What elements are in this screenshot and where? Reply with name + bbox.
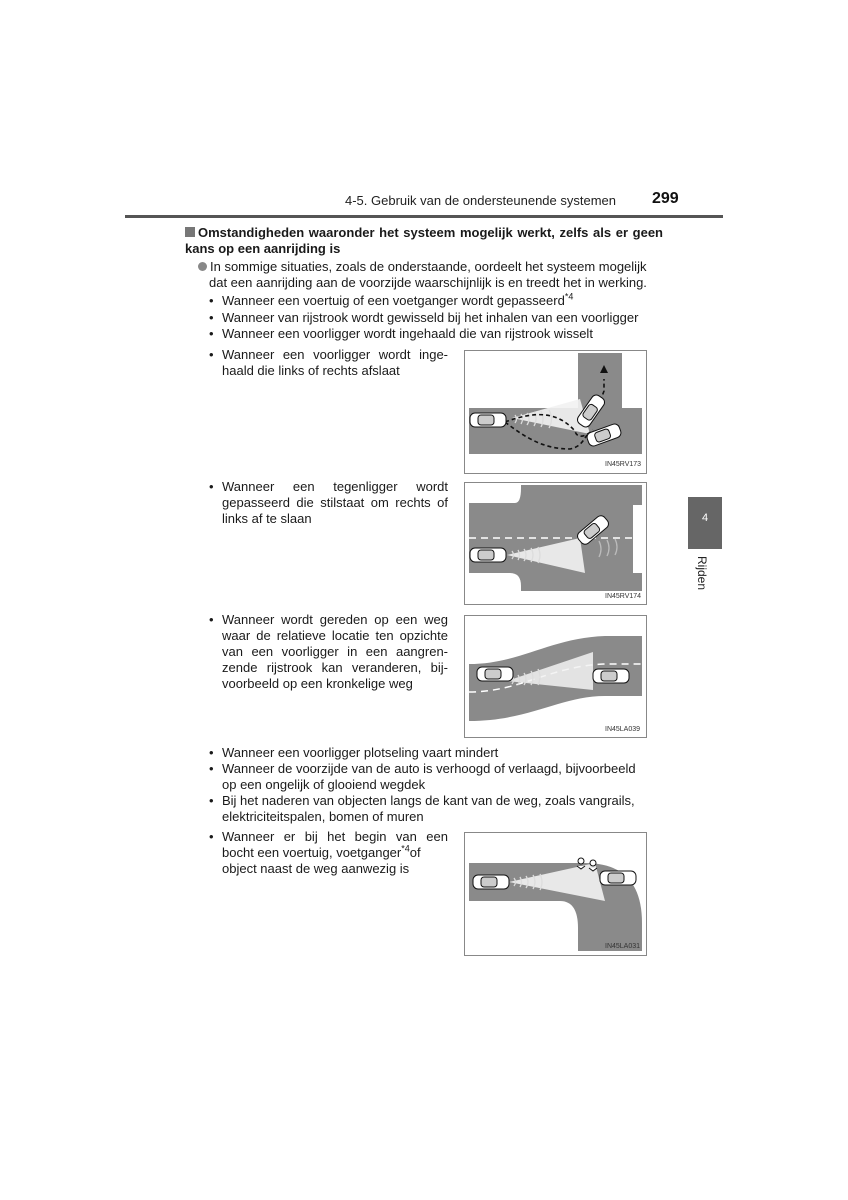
adjacent-car: [593, 669, 629, 683]
figure-curve-start: [464, 832, 647, 956]
own-car: [477, 667, 513, 681]
figure-turning-vehicle: [464, 350, 647, 474]
section-heading: Omstandigheden waaronder het systeem mogelijk werkt, zelfs als er geen kans op een aanrijding is: [185, 225, 663, 256]
figure-code: IN45LA031: [605, 943, 641, 950]
figure-code: IN45LA039: [605, 726, 641, 733]
section-title: 4-5. Gebruik van de ondersteunende systemen: [345, 193, 617, 208]
header-rule: [125, 215, 723, 218]
own-car: [470, 413, 506, 427]
square-bullet-icon: [185, 227, 195, 237]
vehicle-ahead: [600, 871, 636, 885]
chapter-number: 4: [701, 512, 709, 524]
footnote-ref: *4: [401, 843, 410, 854]
intro-paragraph: [198, 259, 664, 291]
own-car: [473, 875, 509, 889]
own-car: [470, 548, 506, 562]
figure-code: IN45RV173: [605, 461, 642, 468]
intro-line-1: In sommige situaties, zoals de onderstaande, oordeelt het systeem mogelijk: [210, 259, 647, 274]
figure-code: IN45RV174: [605, 593, 642, 600]
page-number: 299: [652, 190, 679, 207]
footnote-ref: *4: [564, 291, 574, 302]
circle-bullet-icon: [198, 262, 207, 271]
figure-oncoming-vehicle: [464, 482, 647, 605]
intro-line-2: dat een aanrijding aan de voorzijde waarschijnlijk is en treedt het in werking.: [209, 275, 647, 290]
figure-winding-road: [464, 615, 647, 738]
chapter-label: Rijden: [695, 556, 709, 591]
